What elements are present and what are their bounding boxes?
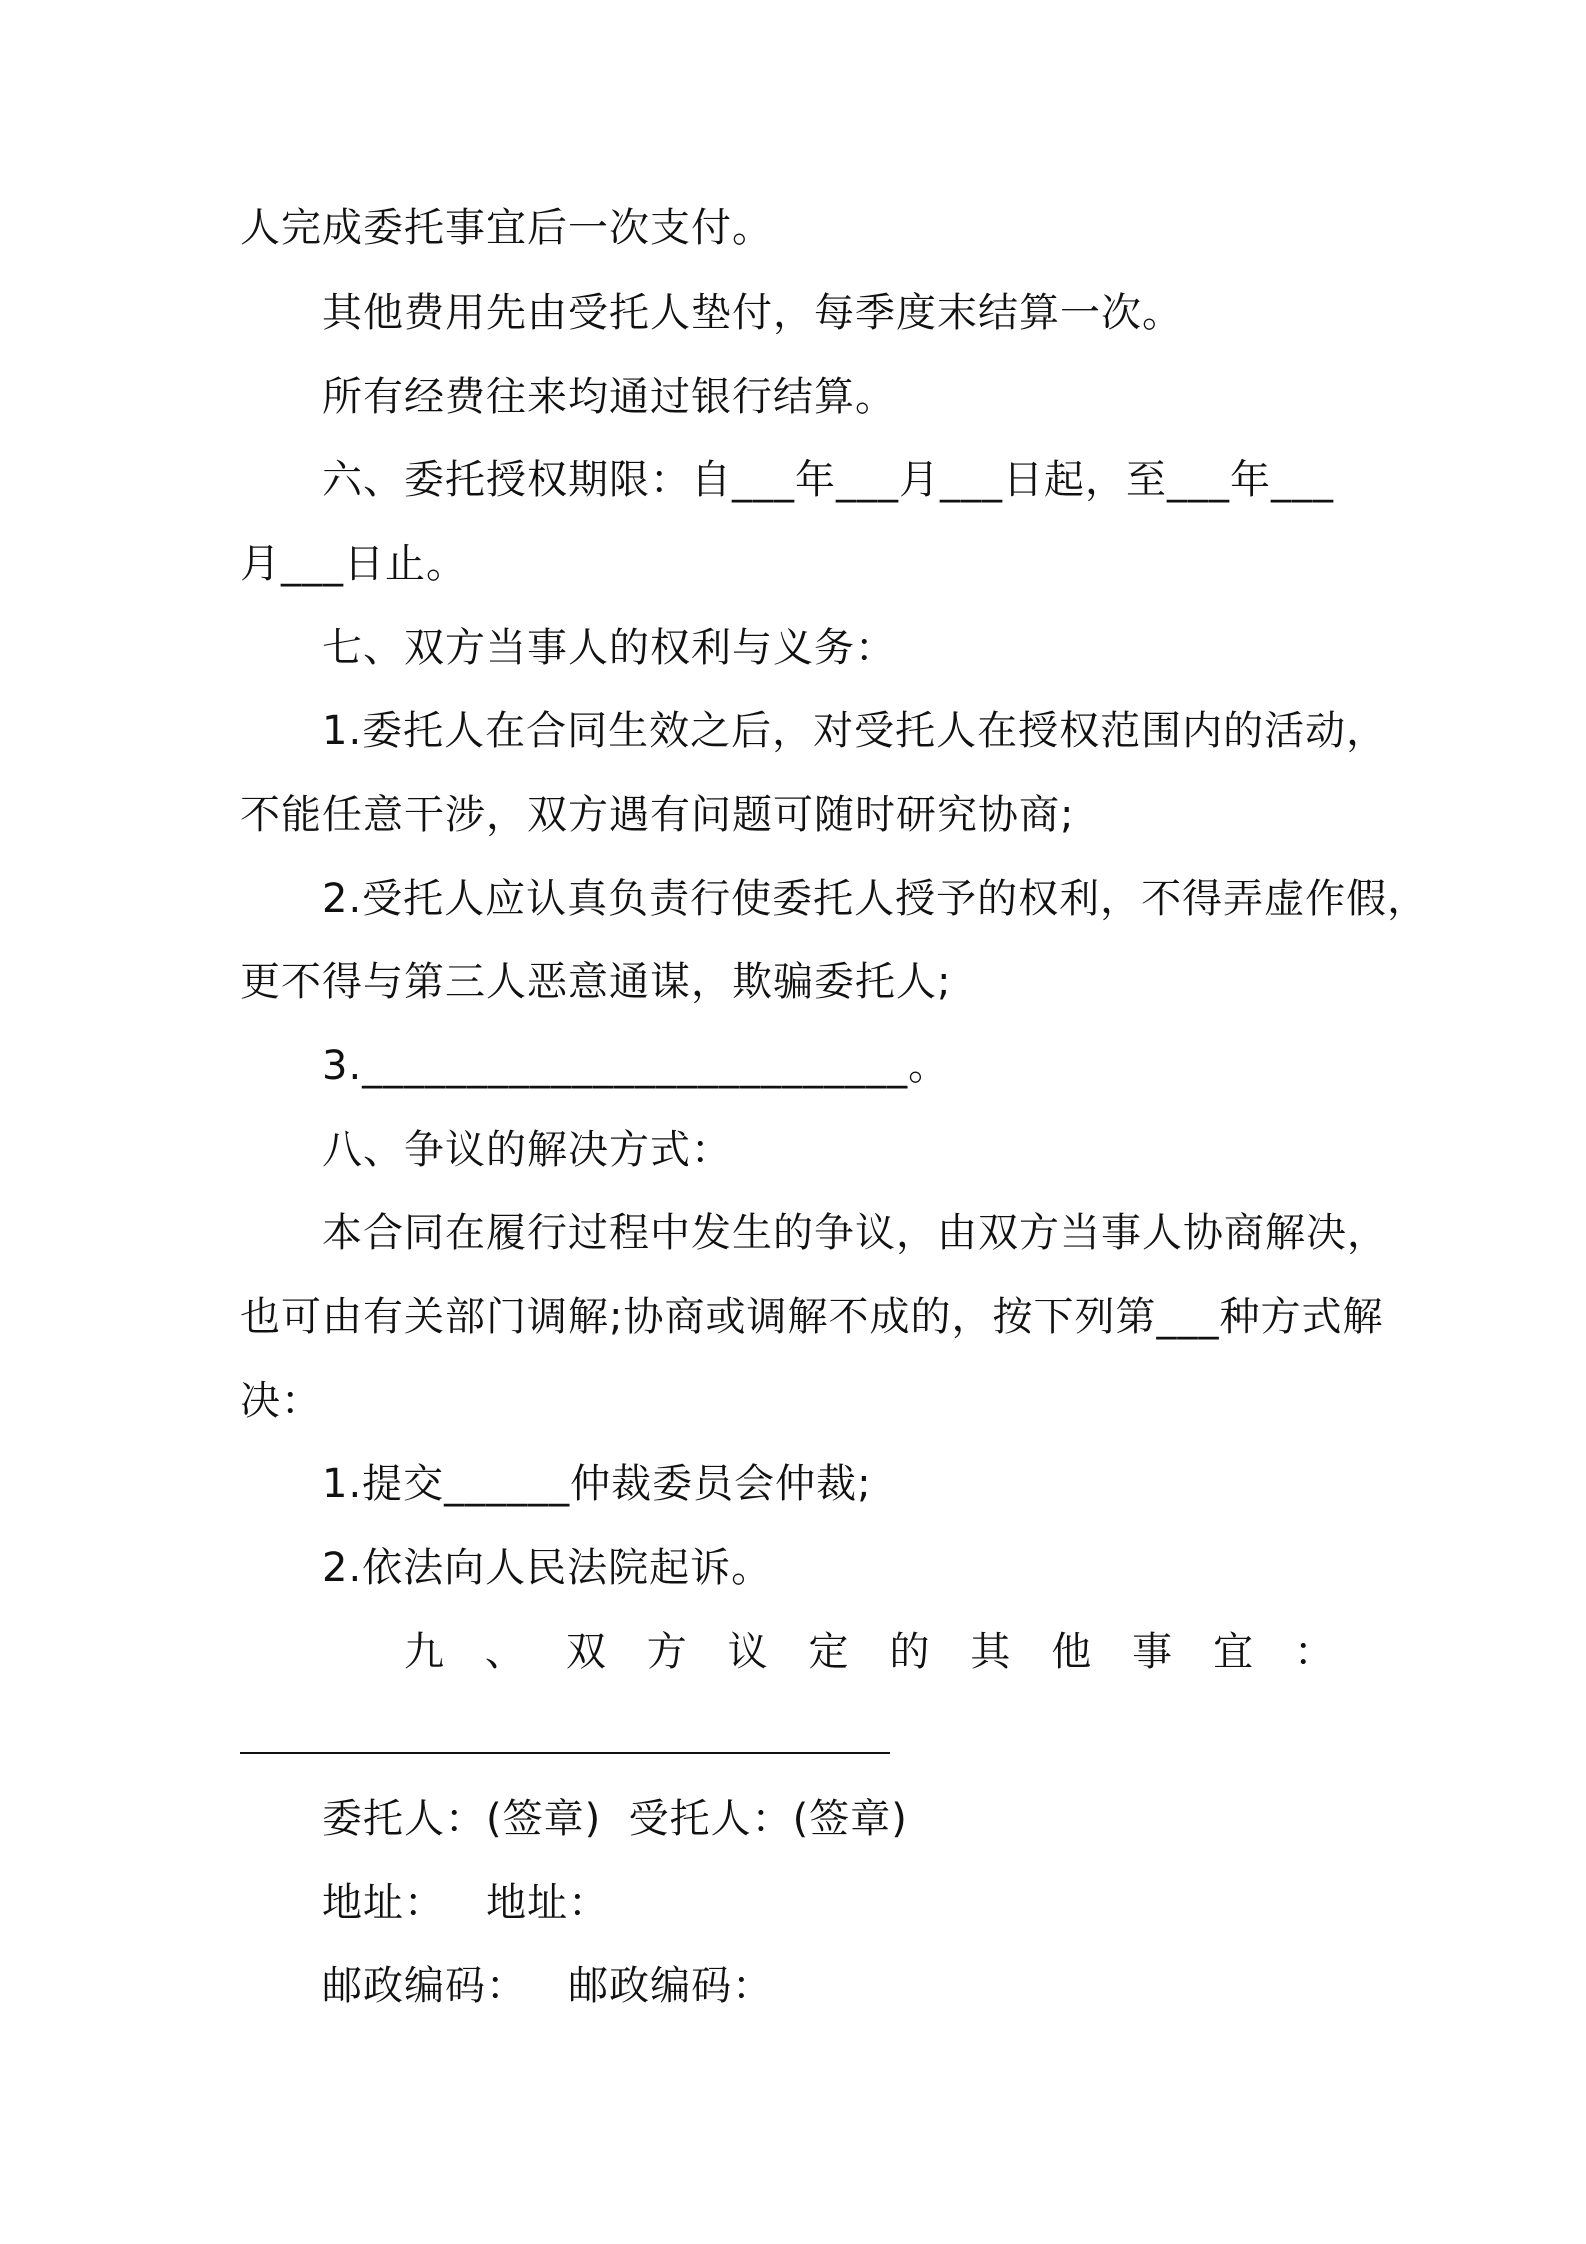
text-line: 其他费用先由受托人垫付，每季度末结算一次。	[322, 290, 1183, 336]
heading-char: 双	[565, 1629, 606, 1675]
heading-char: 九	[404, 1629, 444, 1675]
signature-postcode: 邮政编码： 邮政编码：	[322, 1963, 774, 2009]
text-line: 月___日止。	[240, 541, 467, 587]
section-9-heading	[404, 1624, 1334, 1680]
signature-parties: 委托人：(签章) 受托人：(签章)	[322, 1796, 908, 1842]
text-line: 也可由有关部门调解;协商或调解不成的，按下列第___种方式解	[240, 1294, 1384, 1340]
heading-char: 、	[484, 1629, 525, 1675]
text-line: 2.受托人应认真负责行使委托人授予的权利，不得弄虚作假，	[322, 876, 1429, 922]
section-6-heading: 六、委托授权期限：自___年___月___日起，至___年___	[322, 457, 1334, 503]
text-line: 决：	[240, 1378, 322, 1424]
heading-char: ：	[1293, 1629, 1334, 1675]
section-7-heading: 七、双方当事人的权利与义务：	[322, 625, 896, 671]
text-line: 3.__________________________。	[322, 1043, 950, 1089]
heading-char: 议	[727, 1629, 768, 1675]
signature-address: 地址： 地址：	[322, 1880, 610, 1926]
text-line: 更不得与第三人恶意通谋，欺骗委托人;	[240, 959, 952, 1005]
heading-char: 其	[970, 1629, 1011, 1675]
heading-char: 的	[889, 1629, 930, 1675]
section-8-heading: 八、争议的解决方式：	[322, 1127, 732, 1173]
heading-char: 方	[646, 1629, 687, 1675]
text-line: 不能任意干涉，双方遇有问题可随时研究协商;	[240, 792, 1075, 838]
text-line: 1.委托人在合同生效之后，对受托人在授权范围内的活动，	[322, 708, 1388, 754]
text-line: 本合同在履行过程中发生的争议，由双方当事人协商解决，	[322, 1210, 1388, 1256]
heading-char: 宜	[1213, 1629, 1254, 1675]
heading-char: 事	[1132, 1629, 1173, 1675]
text-line: 1.提交______仲裁委员会仲裁;	[322, 1461, 872, 1507]
text-line: 2.依法向人民法院起诉。	[322, 1545, 773, 1591]
text-line: 所有经费往来均通过银行结算。	[322, 374, 896, 420]
blank-line	[240, 1752, 890, 1754]
heading-char: 他	[1051, 1629, 1092, 1675]
heading-char: 定	[808, 1629, 849, 1675]
text-line: 人完成委托事宜后一次支付。	[240, 205, 773, 251]
